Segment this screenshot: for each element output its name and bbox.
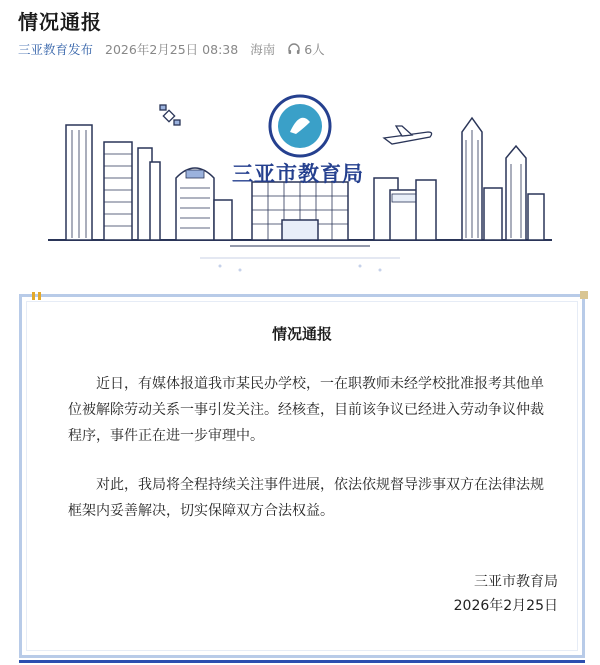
right-towers [462, 118, 544, 240]
publisher-link[interactable]: 三亚教育发布 [18, 42, 94, 57]
article-meta [18, 40, 325, 58]
satellite-icon [160, 105, 180, 125]
education-bureau-building [252, 182, 348, 240]
notice-paragraph-1: 近日，有媒体报道我市某民办学校，一在职教师未经学校批准报考其他单位被解除劳动关系一事引发关注。经核查，目前该争议已经进入劳动争议仲裁程序，事件正在进一步审理中。 [68, 376, 544, 444]
banner-logo-text: 三亚市教育局 [232, 162, 364, 186]
left-tower [66, 125, 160, 240]
location-label: 海南 [250, 42, 276, 57]
airplane-icon [384, 126, 432, 144]
listener-count: 6人 [304, 42, 325, 57]
notice-paragraph-2: 对此，我局将全程持续关注事件进展，依法依规督导涉事双方在法律法规框架内妥善解决，切实保障双方合法权益。 [68, 477, 544, 519]
publish-date: 2026年2月25日 08:38 [105, 42, 239, 57]
headphone-icon[interactable] [287, 42, 301, 56]
dome-building [176, 168, 232, 240]
article-title: 情况通报 [18, 10, 102, 34]
signature-date: 2026年2月25日 [453, 598, 558, 614]
bureau-emblem-icon [270, 96, 330, 156]
corner-decoration [32, 292, 46, 300]
right-low-building [374, 178, 436, 240]
corner-decoration-right [580, 291, 588, 299]
notice-title: 情况通报 [271, 325, 332, 343]
signature-org: 三亚市教育局 [474, 574, 558, 590]
bottom-accent-line [19, 660, 585, 663]
notice-card [19, 294, 585, 658]
header-banner [0, 70, 600, 288]
